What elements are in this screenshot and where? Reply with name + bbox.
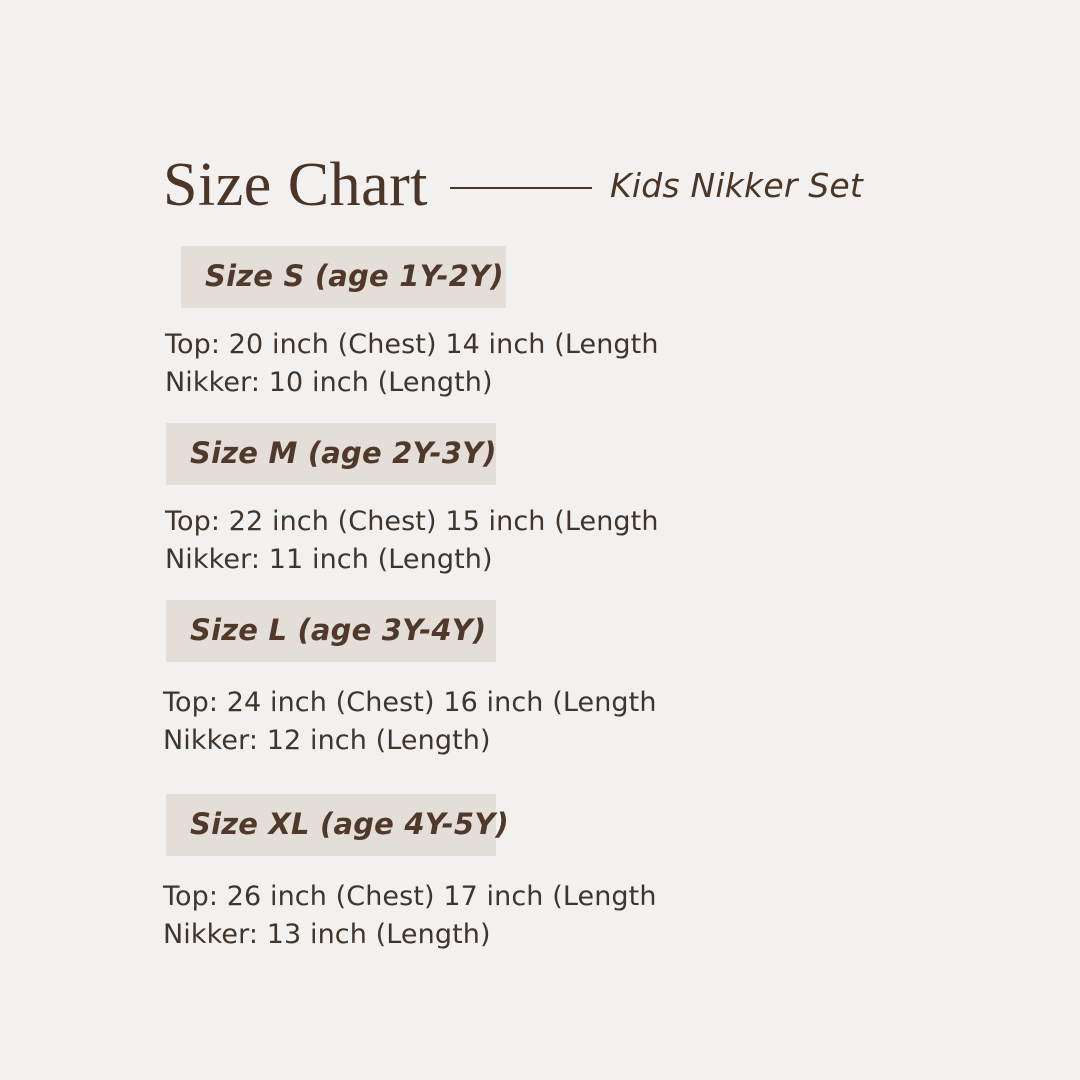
size-measurements-l (163, 684, 923, 760)
top-measurement: Top: 24 inch (Chest) 16 inch (Length (163, 687, 657, 718)
size-block (163, 600, 923, 760)
top-measurement: Top: 26 inch (Chest) 17 inch (Length (163, 881, 657, 912)
size-label-l: Size L (age 3Y-4Y) (166, 600, 496, 662)
nikker-measurement: Nikker: 12 inch (Length) (163, 725, 491, 756)
horizontal-rule-divider (450, 187, 592, 189)
size-measurements-s (165, 326, 923, 402)
top-measurement: Top: 20 inch (Chest) 14 inch (Length (165, 329, 659, 360)
nikker-measurement: Nikker: 13 inch (Length) (163, 919, 491, 950)
nikker-measurement: Nikker: 10 inch (Length) (165, 367, 493, 398)
size-block (163, 246, 923, 402)
size-label-s: Size S (age 1Y-2Y) (181, 246, 506, 308)
size-label-m: Size M (age 2Y-3Y) (166, 423, 496, 485)
size-block (163, 423, 923, 579)
page-title: Size Chart (163, 151, 428, 219)
top-measurement: Top: 22 inch (Chest) 15 inch (Length (165, 506, 659, 537)
product-subtitle: Kids Nikker Set (610, 165, 864, 205)
chart-header (163, 145, 993, 225)
size-measurements-xl (163, 878, 923, 954)
nikker-measurement: Nikker: 11 inch (Length) (165, 544, 493, 575)
size-block (163, 794, 923, 954)
size-label-xl: Size XL (age 4Y-5Y) (166, 794, 496, 856)
size-measurements-m (165, 503, 923, 579)
